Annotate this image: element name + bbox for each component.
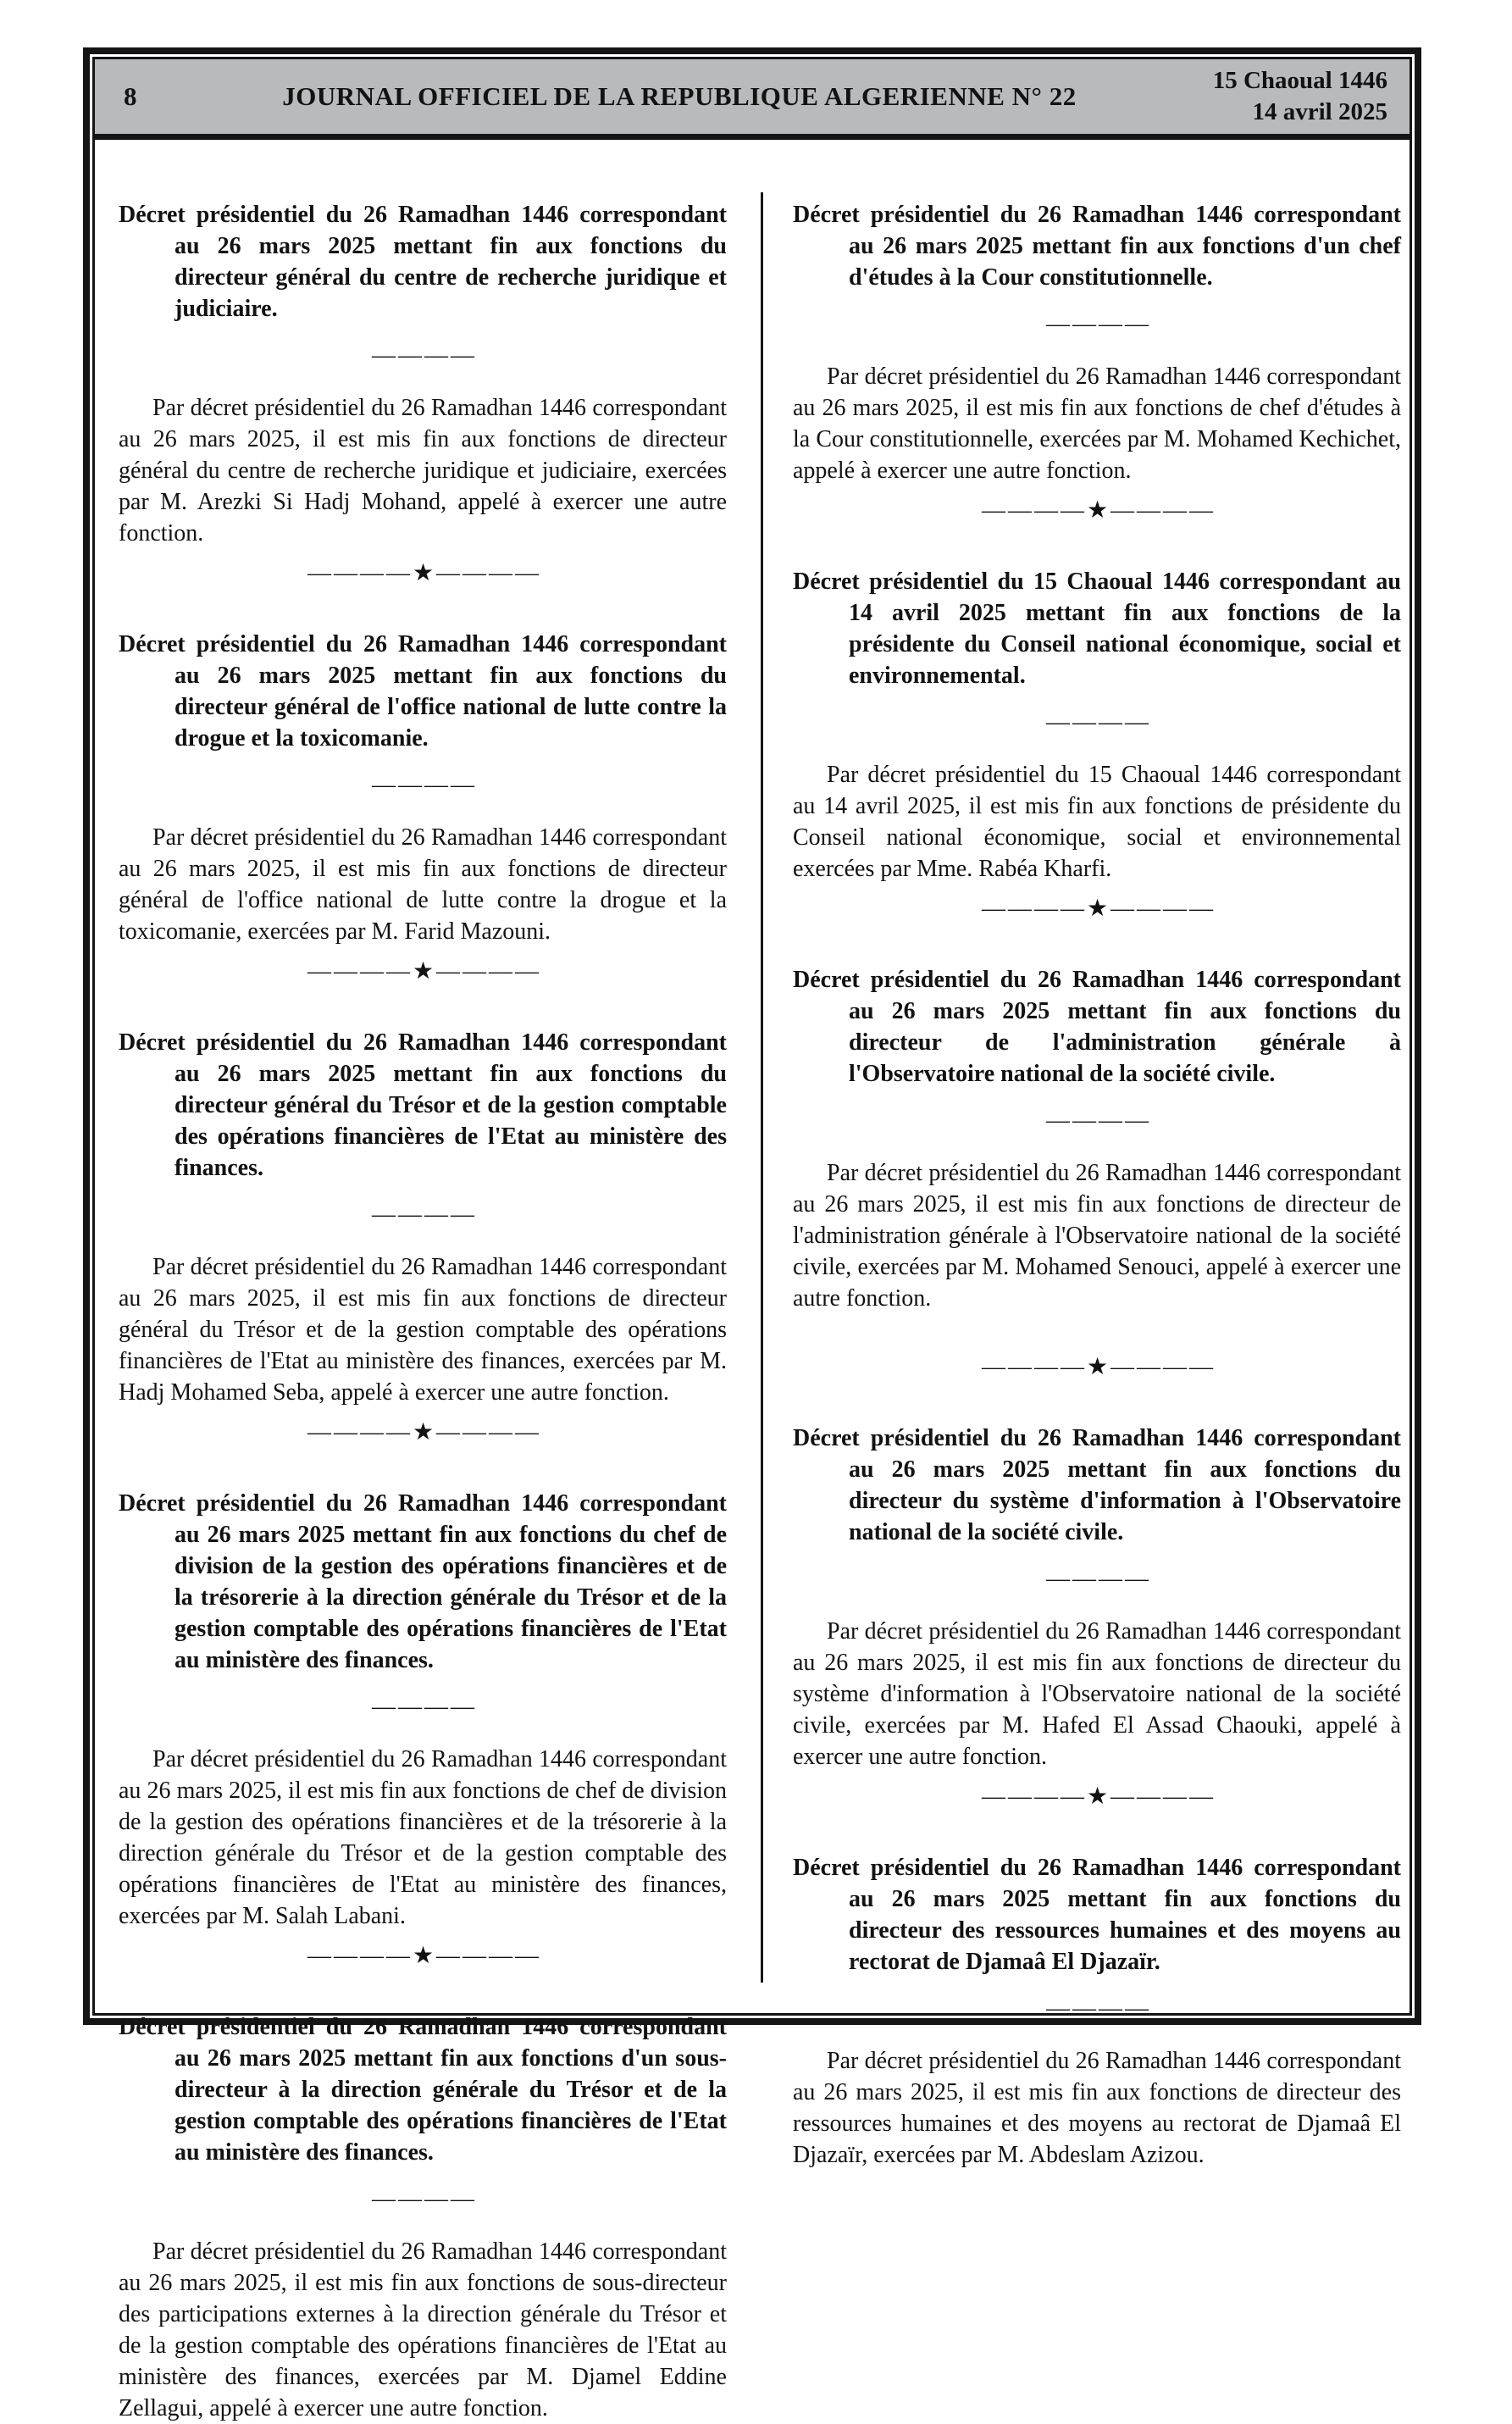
decree — [119, 199, 727, 586]
decree-separator: — — — — ★ — — — — — [307, 1419, 539, 1445]
decree-body: Par décret présidentiel du 26 Ramadhan 1446 correspondant au 26 mars 2025, il est mis fin aux fonctions de directeur du système d'information à l'Observatoire national de la société civile, exercées par M. Hafed El Assad Chaouki, appelé à exercer une autre fonction. — [793, 1618, 1401, 1770]
decree — [793, 964, 1401, 1380]
page-content — [95, 140, 1410, 2421]
decree-body: Par décret présidentiel du 26 Ramadhan 1446 correspondant au 26 mars 2025, il est mis fin aux fonctions de directeur des ressources humaines et des moyens au rectorat de Djamaâ El Djazaïr, exercées par M. Abdeslam Azizou. — [793, 2048, 1401, 2168]
decree-separator: — — — — ★ — — — — — [981, 1354, 1213, 1380]
decree — [793, 1423, 1401, 1810]
decree — [119, 629, 727, 985]
decree-title: Décret présidentiel du 26 Ramadhan 1446 correspondant au 26 mars 2025 mettant fin aux fonctions d'un chef d'études à la Cour constitutionnelle. — [793, 202, 1401, 291]
decree-body: Par décret présidentiel du 26 Ramadhan 1446 correspondant au 26 mars 2025, il est mis fin aux fonctions de chef d'études à la Cour constitutionnelle, exercées par M. Mohamed Kechichet, appelé à exercer une autre fonction. — [793, 363, 1401, 484]
decree-title: Décret présidentiel du 26 Ramadhan 1446 correspondant au 26 mars 2025 mettant fin aux fonctions du directeur de l'administration générale à l'Observatoire national de la société civile. — [793, 967, 1401, 1087]
column-divider — [761, 192, 763, 1983]
decree-title: Décret présidentiel du 26 Ramadhan 1446 correspondant au 26 mars 2025 mettant fin aux fonctions du directeur du système d'information à l'Observatoire national de la société civile. — [793, 1425, 1401, 1545]
issue-date-hijri: 15 Chaoual 1446 — [1212, 67, 1387, 94]
decree-separator: — — — — ★ — — — — — [981, 896, 1213, 922]
decree-body: Par décret présidentiel du 26 Ramadhan 1446 correspondant au 26 mars 2025, il est mis fin aux fonctions de directeur général du centre de recherche juridique et judiciaire, exercées par M. Arezki Si Hadj Mohand, appelé à exercer une autre fonction. — [119, 395, 727, 546]
title-body-separator: — — — — — [1046, 1566, 1148, 1592]
page-frame — [83, 47, 1421, 2421]
journal-title: JOURNAL OFFICIEL DE LA REPUBLIQUE ALGERIENNE N° 22 — [282, 81, 1077, 111]
decree — [793, 566, 1401, 922]
decree-body: Par décret présidentiel du 26 Ramadhan 1446 correspondant au 26 mars 2025, il est mis fin aux fonctions de directeur général du Trésor et de la gestion comptable des opérations financières de l'Etat au ministère des finances, exercées par M. Hadj Mohamed Seba, appelé à exercer une autre fonction. — [119, 1254, 727, 1406]
title-body-separator: — — — — — [372, 2186, 474, 2212]
title-body-separator: — — — — — [1046, 1107, 1148, 1134]
decree — [793, 199, 1401, 524]
decree-body: Par décret présidentiel du 26 Ramadhan 1446 correspondant au 26 mars 2025, il est mis fin aux fonctions de sous-directeur des participations externes à la direction générale du Trésor et de la gestion comptable des opérations financières de l'Etat au ministère des finances, exercées par M. Djamel Eddine Zellagui, appelé à exercer une autre fonction. — [119, 2238, 727, 2421]
issue-date-gregorian: 14 avril 2025 — [1252, 98, 1387, 125]
decree — [119, 1027, 727, 1445]
decree-separator: — — — — ★ — — — — — [307, 958, 539, 985]
title-body-separator: — — — — — [372, 1694, 474, 1720]
decree-body: Par décret présidentiel du 15 Chaoual 1446 correspondant au 14 avril 2025, il est mis fin aux fonctions de présidente du Conseil national économique, social et environnemental exercées par Mme. Rabéa Kharfi. — [793, 762, 1401, 882]
decree-separator: — — — — ★ — — — — — [981, 1783, 1213, 1810]
decree-separator: — — — — ★ — — — — — [307, 1943, 539, 1969]
decree-separator: — — — — ★ — — — — — [307, 560, 539, 586]
issue-dates — [1133, 65, 1410, 128]
decree-body: Par décret présidentiel du 26 Ramadhan 1446 correspondant au 26 mars 2025, il est mis fin aux fonctions de chef de division de la gestion des opérations financières et de la trésorerie à la direction générale du Trésor et de la gestion comptable des opérations financières de l'Etat au ministère des finances, exercées par M. Salah Labani. — [119, 1746, 727, 1929]
decree-title: Décret présidentiel du 15 Chaoual 1446 correspondant au 14 avril 2025 mettant fin aux fonctions de la présidente du Conseil national économique, social et environnemental. — [793, 569, 1401, 689]
decree-title: Décret présidentiel du 26 Ramadhan 1446 correspondant au 26 mars 2025 mettant fin aux fonctions d'un sous-directeur à la direction générale du Trésor et de la gestion comptable des opérations financières de l'Etat au ministère des finances. — [119, 2014, 727, 2166]
decree — [119, 2011, 727, 2424]
page-number: 8 — [124, 81, 137, 111]
decree-title: Décret présidentiel du 26 Ramadhan 1446 correspondant au 26 mars 2025 mettant fin aux fonctions du directeur général du Trésor et de la gestion comptable des opérations financières de l'Etat au ministère des finances. — [119, 1029, 727, 1181]
title-body-separator: — — — — — [372, 342, 474, 369]
decree-title: Décret présidentiel du 26 Ramadhan 1446 correspondant au 26 mars 2025 mettant fin aux fonctions du chef de division de la gestion des opérations financières et de la trésorerie à la direction générale du Trésor et de la gestion comptable des opérations financières de l'Etat au ministère des finances. — [119, 1490, 727, 1673]
title-body-separator: — — — — — [1046, 709, 1148, 735]
decree-body: Par décret présidentiel du 26 Ramadhan 1446 correspondant au 26 mars 2025, il est mis fin aux fonctions de directeur de l'administration générale à l'Observatoire national de la société civile, exercées par M. Mohamed Senouci, appelé à exercer une autre fonction. — [793, 1160, 1401, 1312]
column-right — [793, 140, 1401, 2168]
decree-separator: — — — — ★ — — — — — [981, 497, 1213, 524]
decree-title: Décret présidentiel du 26 Ramadhan 1446 correspondant au 26 mars 2025 mettant fin aux fonctions du directeur des ressources humaines et des moyens au rectorat de Djamaâ El Djazaïr. — [793, 1855, 1401, 1975]
decree-title: Décret présidentiel du 26 Ramadhan 1446 correspondant au 26 mars 2025 mettant fin aux fonctions du directeur général de l'office national de lutte contre la drogue et la toxicomanie. — [119, 631, 727, 752]
title-body-separator: — — — — — [1046, 311, 1148, 337]
title-body-separator: — — — — — [372, 1201, 474, 1228]
page-frame-inner — [92, 57, 1412, 2421]
decree-title: Décret présidentiel du 26 Ramadhan 1446 correspondant au 26 mars 2025 mettant fin aux fonctions du directeur général du centre de recherche juridique et judiciaire. — [119, 202, 727, 322]
decree — [119, 1488, 727, 1969]
column-left — [119, 140, 727, 2421]
header-band — [95, 59, 1410, 140]
decree — [793, 1852, 1401, 2171]
title-body-separator: — — — — — [1046, 1995, 1148, 2022]
title-body-separator: — — — — — [372, 772, 474, 798]
decree-body: Par décret présidentiel du 26 Ramadhan 1446 correspondant au 26 mars 2025, il est mis fin aux fonctions de directeur général de l'office national de lutte contre la drogue et la toxicomanie, exercées par M. Farid Mazouni. — [119, 824, 727, 945]
